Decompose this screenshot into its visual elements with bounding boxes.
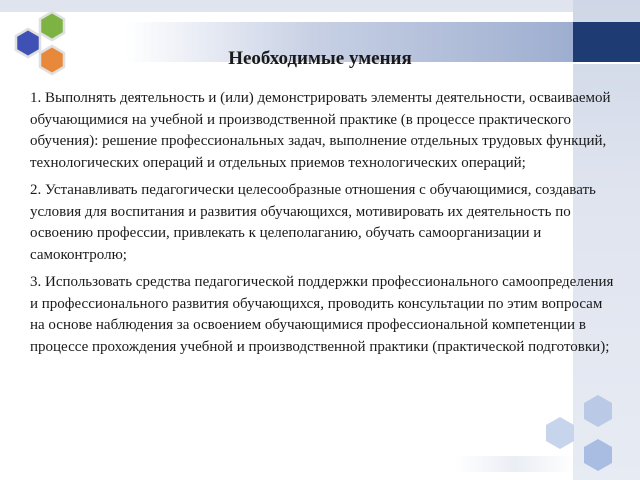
slide-title: Необходимые умения [228,48,412,69]
footer-watermark [455,456,575,472]
top-strip [0,0,640,12]
skill-paragraph-3: 3. Использовать средства педагогической поддержки профессионального самоопределения и профессионального развития обучающихся, проводить консультации по этим вопросам на основе наблюдения за освоением обучающимися профессиональной компетенции в процессе прохождения учебной и производственной практики (практической подготовки); [30,274,614,355]
skill-paragraph-1: 1. Выполнять деятельность и (или) демонстрировать элементы деятельности, осваиваемой обучающимися на учебной и производственной практике (в процессе практического обучения): решение профессиональных задач, выполнение отдельных трудовых функций, технологических операций и отдельных приемов технологических операций; [30,90,611,171]
skill-paragraph-2: 2. Устанавливать педагогически целесообразные отношения с обучающимися, создавать условия для воспитания и развития обучающихся, мотивировать их деятельность по освоению профессии, привлекать к целеполаганию, обучать самоорганизации и самоконтролю; [30,182,596,263]
hexagon-logo-icon [0,0,80,80]
slide-body [30,88,618,364]
header-dark-block [573,22,640,62]
